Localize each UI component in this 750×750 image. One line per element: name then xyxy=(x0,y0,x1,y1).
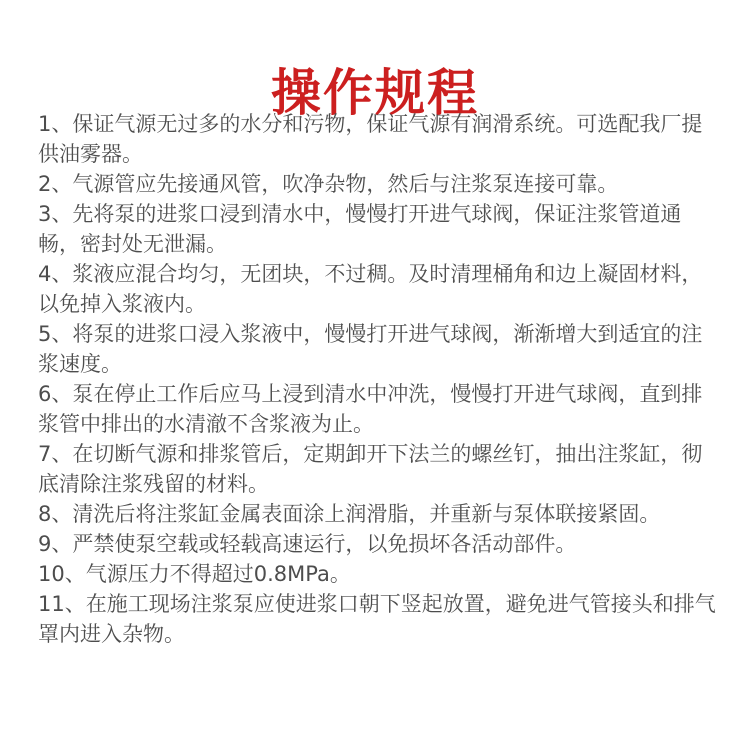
rule-item-1: 1、保证气源无过多的水分和污物，保证气源有润滑系统。可选配我厂提供油雾器。 xyxy=(38,112,703,166)
rule-item-6: 6、泵在停止工作后应马上浸到清水中冲洗，慢慢打开进气球阀，直到排浆管中排出的水清澈不含浆液为止。 xyxy=(38,382,703,436)
rule-item-11: 11、在施工现场注浆泵应使进浆口朝下竖起放置，避免进气管接头和排气罩内进入杂物。 xyxy=(38,592,716,646)
rule-item-8: 8、清洗后将注浆缸金属表面涂上润滑脂，并重新与泵体联接紧固。 xyxy=(38,502,661,526)
rule-item-7: 7、在切断气源和排浆管后，定期卸开下法兰的螺丝钉，抽出注浆缸，彻底清除注浆残留的材料。 xyxy=(38,442,703,496)
rule-item-2: 2、气源管应先接通风管，吹净杂物，然后与注浆泵连接可靠。 xyxy=(38,172,619,196)
page-title: 操作规程 xyxy=(271,63,479,122)
rule-item-5: 5、将泵的进浆口浸入浆液中，慢慢打开进气球阀，渐渐增大到适宜的注浆速度。 xyxy=(38,322,703,376)
rule-item-4: 4、浆液应混合均匀，无团块，不过稠。及时清理桶角和边上凝固材料，以免掉入浆液内。 xyxy=(38,262,703,316)
rules-list xyxy=(38,109,718,649)
rule-item-3: 3、先将泵的进浆口浸到清水中，慢慢打开进气球阀，保证注浆管道通畅，密封处无泄漏。 xyxy=(38,202,682,256)
rule-item-9: 9、严禁使泵空载或轻载高速运行，以免损坏各活动部件。 xyxy=(38,532,577,556)
rule-item-10: 10、气源压力不得超过0.8MPa。 xyxy=(38,562,351,586)
